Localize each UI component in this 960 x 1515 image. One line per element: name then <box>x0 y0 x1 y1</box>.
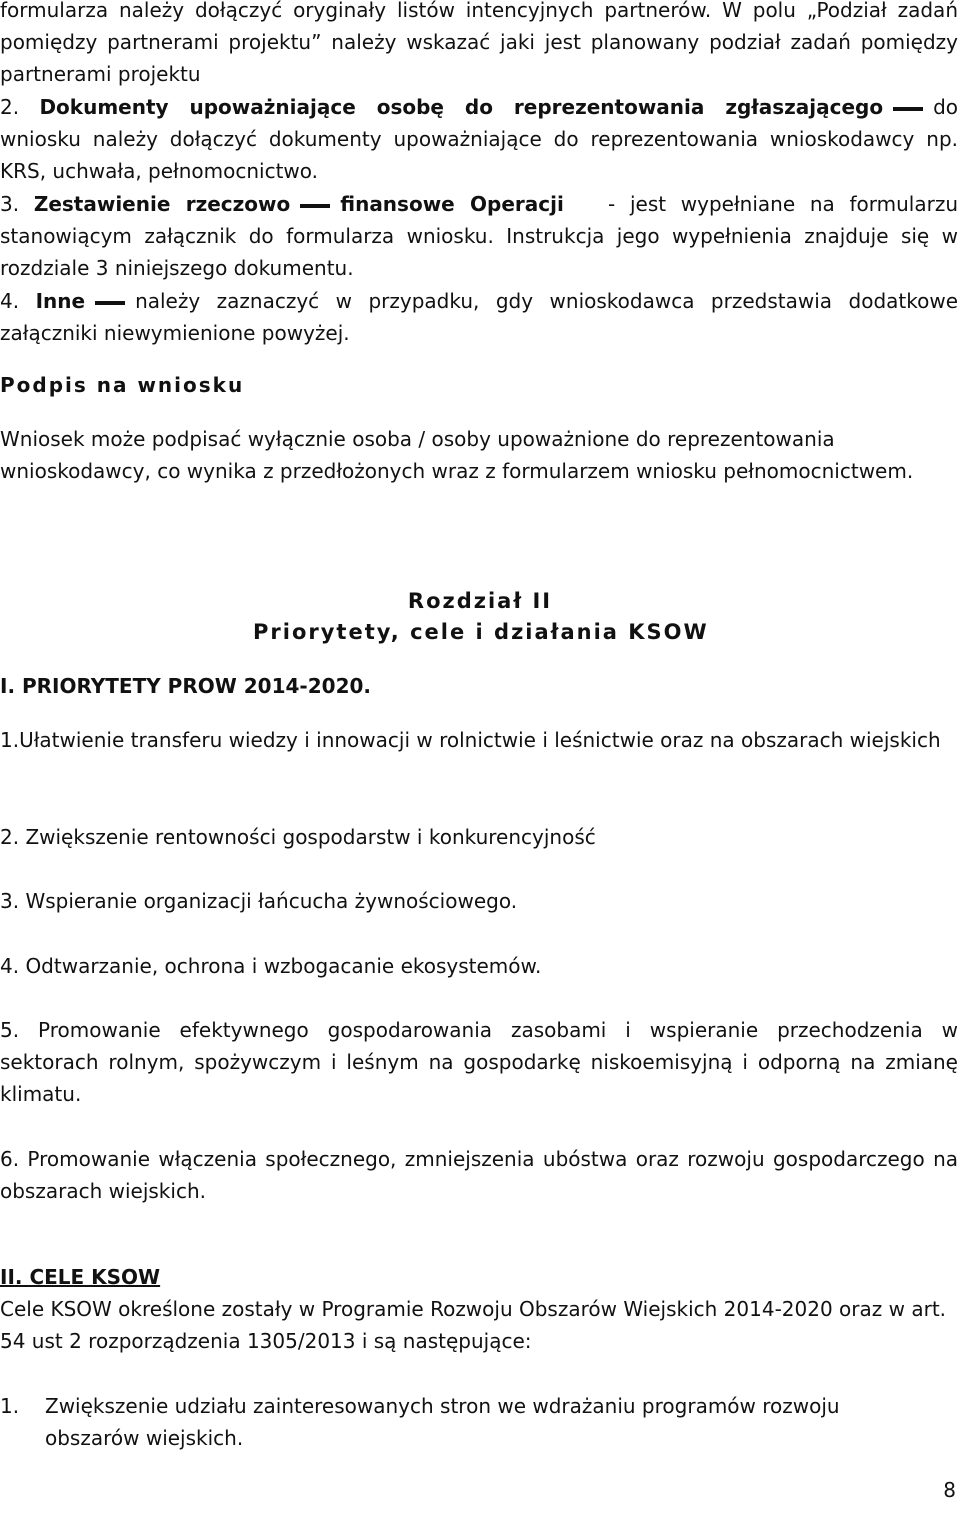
priority-item: 2. Zwiększenie rentowności gospodarstw i konkurencyjność <box>0 825 596 849</box>
dash-separator <box>893 107 923 111</box>
item-2-number: 2. <box>0 95 20 119</box>
item-3-title-a: Zestawienie rzeczowo <box>33 192 291 216</box>
item-4-text: należy zaznaczyć w przypadku, gdy wnioskodawca przedstawia dodatkowe załączniki niewymienione powyżej. <box>0 289 958 345</box>
signature-paragraph: Wniosek może podpisać wyłącznie osoba / osoby upoważnione do reprezentowania wnioskodawcy, co wynika z przedłożonych wraz z formularzem wniosku pełnomocnictwem. <box>0 427 914 483</box>
item-4 <box>0 285 958 349</box>
chapter-title: Rozdział II <box>407 589 553 613</box>
continuation-paragraph: formularza należy dołączyć oryginały listów intencyjnych partnerów. W polu „Podział zadań pomiędzy partnerami projektu” należy wskazać jaki jest planowany podział zadań pomiędzy partnerami projektu <box>0 0 958 86</box>
dash-separator <box>300 204 330 208</box>
goals-intro: Cele KSOW określone zostały w Programie Rozwoju Obszarów Wiejskich 2014-2020 oraz w art. 54 ust 2 rozporządzenia 1305/2013 i są następujące: <box>0 1297 947 1353</box>
item-3 <box>0 188 958 284</box>
signature-heading: Podpis na wniosku <box>0 373 245 397</box>
priority-item: 6. Promowanie włączenia społecznego, zmniejszenia ubóstwa oraz rozwoju gospodarczego na obszarach wiejskich. <box>0 1147 958 1203</box>
priorities-heading: I. PRIORYTETY PROW 2014-2020. <box>0 674 371 698</box>
page-number: 8 <box>943 1478 956 1502</box>
item-3-title-b: finansowe Operacji <box>340 192 564 216</box>
item-2-title: Dokumenty upoważniające osobę do reprezentowania zgłaszającego <box>39 95 884 119</box>
goals-heading: II. CELE KSOW <box>0 1265 161 1289</box>
chapter-subtitle: Priorytety, cele i działania KSOW <box>253 620 709 644</box>
item-4-title: Inne <box>35 289 86 313</box>
priority-item: 4. Odtwarzanie, ochrona i wzbogacanie ekosystemów. <box>0 954 542 978</box>
goal-item-number: 1. <box>0 1394 20 1418</box>
dash-separator <box>95 301 125 305</box>
priority-item: 5. Promowanie efektywnego gospodarowania zasobami i wspieranie przechodzenia w sektorach rolnym, spożywczym i leśnym na gospodarkę niskoemisyjną i odporną na zmianę klimatu. <box>0 1018 958 1106</box>
item-3-number: 3. <box>0 192 20 216</box>
item-2 <box>0 91 958 187</box>
goal-item-text: Zwiększenie udziału zainteresowanych stron we wdrażaniu programów rozwoju obszarów wiejskich. <box>45 1394 840 1450</box>
priority-item: 3. Wspieranie organizacji łańcucha żywnościowego. <box>0 889 518 913</box>
item-4-number: 4. <box>0 289 20 313</box>
priority-item: 1.Ułatwienie transferu wiedzy i innowacji w rolnictwie i leśnictwie oraz na obszarach wiejskich <box>0 728 941 752</box>
item-3-text: - jest wypełniane na formularzu stanowiącym załącznik do formularza wniosku. Instrukcja jego wypełnienia znajduje się w rozdziale 3 niniejszego dokumentu. <box>0 192 959 280</box>
item-2-text: do wniosku należy dołączyć dokumenty upoważniające do reprezentowania wnioskodawcy np. KRS, uchwała, pełnomocnictwo. <box>0 95 959 183</box>
